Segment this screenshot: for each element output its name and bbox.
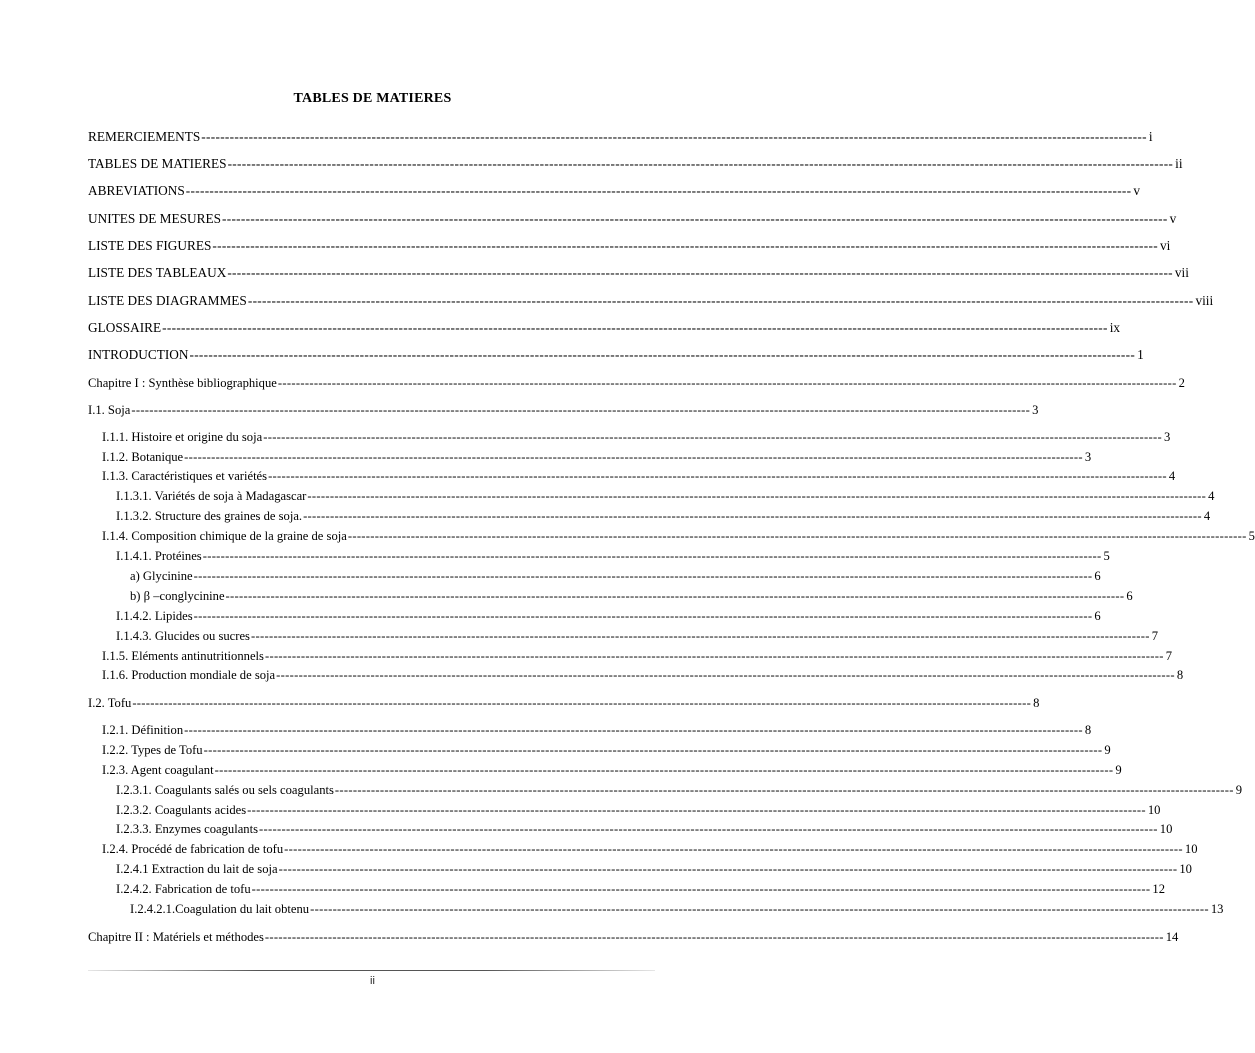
toc-entry[interactable]	[88, 346, 1144, 364]
toc-entry-label: I.1.4. Composition chimique de la graine de soja	[102, 529, 347, 543]
toc-entry-page: 9	[1235, 783, 1242, 797]
toc-entry-page: 10	[1184, 842, 1198, 856]
toc-entry[interactable]	[88, 128, 1153, 146]
toc-entry-label: UNITES DE MESURES	[88, 211, 221, 226]
toc-entry[interactable]	[116, 487, 1215, 505]
toc-entry-page: 6	[1094, 569, 1101, 583]
toc-entry[interactable]	[102, 448, 1092, 466]
toc-entry-page: 5	[1103, 549, 1110, 563]
toc-entry-label: I.2.4.2.1.Coagulation du lait obtenu	[130, 902, 310, 916]
toc-entry-page: 9	[1104, 743, 1111, 757]
dot-leader: --------------------------------------------------------------------------------------------------------------------------------------------------------------------------------------------------------	[307, 489, 1207, 503]
toc-entry-label: b) β –conglycinine	[130, 589, 225, 603]
toc-entry[interactable]	[88, 237, 1171, 255]
dot-leader: --------------------------------------------------------------------------------------------------------------------------------------------------------------------------------------------------------	[303, 509, 1202, 523]
toc-entry-label: I.1.1. Histoire et origine du soja	[102, 430, 263, 444]
toc-entry[interactable]	[102, 666, 1184, 684]
toc-entry[interactable]	[102, 467, 1176, 485]
toc-entry-page: 3	[1084, 450, 1092, 464]
toc-entry-label: I.1.3. Caractéristiques et variétés	[102, 469, 268, 483]
toc-entry-page: 10	[1159, 822, 1173, 836]
dot-leader: --------------------------------------------------------------------------------------------------------------------------------------------------------------------------------------------------------	[131, 403, 1031, 417]
toc-entry-page: ix	[1109, 320, 1121, 335]
toc-entry-label: I.1.3.2. Structure des graines de soja.	[116, 509, 303, 523]
toc-entry-page: 10	[1147, 803, 1161, 817]
toc-entry[interactable]	[116, 507, 1211, 525]
dot-leader: --------------------------------------------------------------------------------------------------------------------------------------------------------------------------------------------------------	[247, 803, 1146, 817]
toc-entry-page: viii	[1195, 293, 1214, 308]
toc-entry-page: 13	[1210, 902, 1224, 916]
toc-entry-label: Chapitre II : Matériels et méthodes	[88, 930, 264, 944]
toc-entry[interactable]	[88, 182, 1141, 200]
toc-entry[interactable]	[102, 527, 1255, 545]
toc-entry-label: I.1.3.1. Variétés de soja à Madagascar	[116, 489, 307, 503]
dot-leader: --------------------------------------------------------------------------------------------------------------------------------------------------------------------------------------------------------	[277, 376, 1177, 390]
toc-entry-label: I.2.4.1 Extraction du lait de soja	[116, 862, 278, 876]
toc-entry-label: I.2. Tofu	[88, 696, 132, 710]
dot-leader: --------------------------------------------------------------------------------------------------------------------------------------------------------------------------------------------------------	[247, 293, 1194, 308]
dot-leader: --------------------------------------------------------------------------------------------------------------------------------------------------------------------------------------------------------	[276, 668, 1175, 682]
toc-entry-page: vii	[1174, 265, 1189, 280]
toc-entry[interactable]	[102, 721, 1092, 739]
dot-leader: --------------------------------------------------------------------------------------------------------------------------------------------------------------------------------------------------------	[334, 783, 1234, 797]
toc-entry-label: I.1. Soja	[88, 403, 131, 417]
toc-entry-label: ABREVIATIONS	[88, 183, 185, 198]
toc-entry-label: LISTE DES TABLEAUX	[88, 265, 227, 280]
toc-entry-page: 2	[1178, 376, 1185, 390]
toc-entry-page: 4	[1203, 509, 1211, 523]
footer-divider	[88, 970, 655, 971]
toc-entry-page: 14	[1165, 930, 1179, 944]
toc-entry-page: 7	[1151, 629, 1159, 643]
toc-entry-label: I.2.3.1. Coagulants salés ou sels coagulants	[116, 783, 334, 797]
toc-entry-label: I.2.1. Définition	[102, 723, 184, 737]
toc-entry-page: v	[1169, 211, 1177, 226]
dot-leader: --------------------------------------------------------------------------------------------------------------------------------------------------------------------------------------------------------	[193, 609, 1093, 623]
toc-entry-label: I.1.4.1. Protéines	[116, 549, 202, 563]
toc-entry-page: 6	[1094, 609, 1101, 623]
toc-entry-label: a) Glycinine	[130, 569, 193, 583]
dot-leader: --------------------------------------------------------------------------------------------------------------------------------------------------------------------------------------------------------	[264, 649, 1164, 663]
toc-entry-page: 8	[1084, 723, 1092, 737]
toc-entry-page: 9	[1115, 763, 1122, 777]
toc-entry-page: 8	[1033, 696, 1040, 710]
toc-entry[interactable]	[130, 567, 1101, 585]
dot-leader: --------------------------------------------------------------------------------------------------------------------------------------------------------------------------------------------------------	[201, 129, 1147, 144]
toc-entry[interactable]	[102, 741, 1111, 759]
toc-entry[interactable]	[88, 155, 1183, 173]
toc-entry[interactable]	[88, 928, 1179, 946]
toc-entry[interactable]	[116, 547, 1110, 565]
toc-entry-page: 4	[1208, 489, 1215, 503]
toc-entry-page: 6	[1126, 589, 1133, 603]
toc-entry-label: LISTE DES DIAGRAMMES	[88, 293, 247, 308]
toc-entry-label: GLOSSAIRE	[88, 320, 162, 335]
toc-entry-label: I.1.5. Eléments antinutritionnels	[102, 649, 264, 663]
dot-leader: --------------------------------------------------------------------------------------------------------------------------------------------------------------------------------------------------------	[278, 862, 1178, 876]
toc-entry[interactable]	[130, 587, 1133, 605]
toc-entry-page: 3	[1032, 403, 1039, 417]
toc-entry[interactable]	[116, 627, 1159, 645]
toc-entry[interactable]	[102, 647, 1173, 665]
dot-leader: --------------------------------------------------------------------------------------------------------------------------------------------------------------------------------------------------------	[227, 265, 1173, 280]
toc-entry[interactable]	[116, 607, 1101, 625]
page-title: TABLES DE MATIERES	[293, 91, 452, 106]
dot-leader: --------------------------------------------------------------------------------------------------------------------------------------------------------------------------------------------------------	[347, 529, 1247, 543]
dot-leader: --------------------------------------------------------------------------------------------------------------------------------------------------------------------------------------------------------	[221, 211, 1168, 226]
toc-entry-label: I.2.2. Types de Tofu	[102, 743, 203, 757]
toc-entry-label: I.2.3.3. Enzymes coagulants	[116, 822, 258, 836]
dot-leader: --------------------------------------------------------------------------------------------------------------------------------------------------------------------------------------------------------	[212, 238, 1158, 253]
dot-leader: --------------------------------------------------------------------------------------------------------------------------------------------------------------------------------------------------------	[132, 696, 1032, 710]
dot-leader: --------------------------------------------------------------------------------------------------------------------------------------------------------------------------------------------------------	[268, 469, 1167, 483]
dot-leader: --------------------------------------------------------------------------------------------------------------------------------------------------------------------------------------------------------	[214, 763, 1114, 777]
toc-entry[interactable]	[102, 840, 1198, 858]
toc-entry[interactable]	[116, 880, 1166, 898]
toc-entry[interactable]	[88, 319, 1121, 337]
toc-entry-page: 7	[1165, 649, 1173, 663]
toc-entry-label: I.1.6. Production mondiale de soja	[102, 668, 276, 682]
toc-entry[interactable]	[116, 801, 1161, 819]
toc-entry-label: TABLES DE MATIERES	[88, 156, 227, 171]
toc-entry[interactable]	[116, 860, 1192, 878]
dot-leader: --------------------------------------------------------------------------------------------------------------------------------------------------------------------------------------------------------	[259, 822, 1158, 836]
dot-leader: --------------------------------------------------------------------------------------------------------------------------------------------------------------------------------------------------------	[162, 320, 1108, 335]
toc-entry-label: I.2.3.2. Coagulants acides	[116, 803, 247, 817]
toc-entry-page: 12	[1152, 882, 1166, 896]
footer-page-number: ii	[370, 975, 375, 987]
dot-leader: --------------------------------------------------------------------------------------------------------------------------------------------------------------------------------------------------------	[227, 156, 1174, 171]
dot-leader: --------------------------------------------------------------------------------------------------------------------------------------------------------------------------------------------------------	[250, 629, 1150, 643]
dot-leader: --------------------------------------------------------------------------------------------------------------------------------------------------------------------------------------------------------	[251, 882, 1151, 896]
toc-entry-page: i	[1148, 129, 1153, 144]
toc-entry-page: ii	[1175, 156, 1183, 171]
dot-leader: --------------------------------------------------------------------------------------------------------------------------------------------------------------------------------------------------------	[185, 183, 1132, 198]
toc-entry[interactable]	[88, 210, 1177, 228]
dot-leader: --------------------------------------------------------------------------------------------------------------------------------------------------------------------------------------------------------	[193, 569, 1093, 583]
toc-entry-page: 3	[1163, 430, 1171, 444]
toc-entry-page: 10	[1179, 862, 1192, 876]
toc-entry-page: vi	[1159, 238, 1171, 253]
toc-entry-label: I.2.3. Agent coagulant	[102, 763, 214, 777]
toc-entry-page: 4	[1168, 469, 1176, 483]
toc-entry-label: Chapitre I : Synthèse bibliographique	[88, 376, 277, 390]
toc-entry-label: REMERCIEMENTS	[88, 129, 201, 144]
toc-entry[interactable]	[116, 781, 1242, 799]
toc-entry-label: I.1.4.2. Lipides	[116, 609, 193, 623]
toc-entry-label: I.1.2. Botanique	[102, 450, 184, 464]
toc-entry-label: I.2.4.2. Fabrication de tofu	[116, 882, 251, 896]
toc-entry-label: LISTE DES FIGURES	[88, 238, 212, 253]
toc-entry-page: 5	[1248, 529, 1255, 543]
toc-entry[interactable]	[88, 264, 1189, 282]
toc-entry-page: 8	[1176, 668, 1184, 682]
dot-leader: --------------------------------------------------------------------------------------------------------------------------------------------------------------------------------------------------------	[225, 589, 1125, 603]
toc-entry[interactable]	[88, 694, 1040, 712]
dot-leader: --------------------------------------------------------------------------------------------------------------------------------------------------------------------------------------------------------	[263, 430, 1162, 444]
dot-leader: --------------------------------------------------------------------------------------------------------------------------------------------------------------------------------------------------------	[184, 723, 1083, 737]
toc-entry[interactable]	[88, 374, 1185, 392]
toc-entry-label: INTRODUCTION	[88, 347, 189, 362]
toc-entry[interactable]	[116, 820, 1173, 838]
dot-leader: --------------------------------------------------------------------------------------------------------------------------------------------------------------------------------------------------------	[203, 743, 1103, 757]
toc-entry-page: 1	[1137, 347, 1144, 362]
toc-entry-label: I.2.4. Procédé de fabrication de tofu	[102, 842, 284, 856]
dot-leader: --------------------------------------------------------------------------------------------------------------------------------------------------------------------------------------------------------	[189, 347, 1136, 362]
toc-entry-page: v	[1133, 183, 1141, 198]
dot-leader: --------------------------------------------------------------------------------------------------------------------------------------------------------------------------------------------------------	[264, 930, 1164, 944]
dot-leader: --------------------------------------------------------------------------------------------------------------------------------------------------------------------------------------------------------	[310, 902, 1209, 916]
toc-entry[interactable]	[130, 900, 1224, 918]
toc-entry-label: I.1.4.3. Glucides ou sucres	[116, 629, 250, 643]
toc-entry[interactable]	[102, 761, 1122, 779]
toc-entry[interactable]	[88, 292, 1214, 310]
dot-leader: --------------------------------------------------------------------------------------------------------------------------------------------------------------------------------------------------------	[284, 842, 1183, 856]
toc-entry[interactable]	[88, 401, 1039, 419]
toc-entry[interactable]	[102, 428, 1171, 446]
dot-leader: --------------------------------------------------------------------------------------------------------------------------------------------------------------------------------------------------------	[202, 549, 1102, 563]
dot-leader: --------------------------------------------------------------------------------------------------------------------------------------------------------------------------------------------------------	[184, 450, 1083, 464]
